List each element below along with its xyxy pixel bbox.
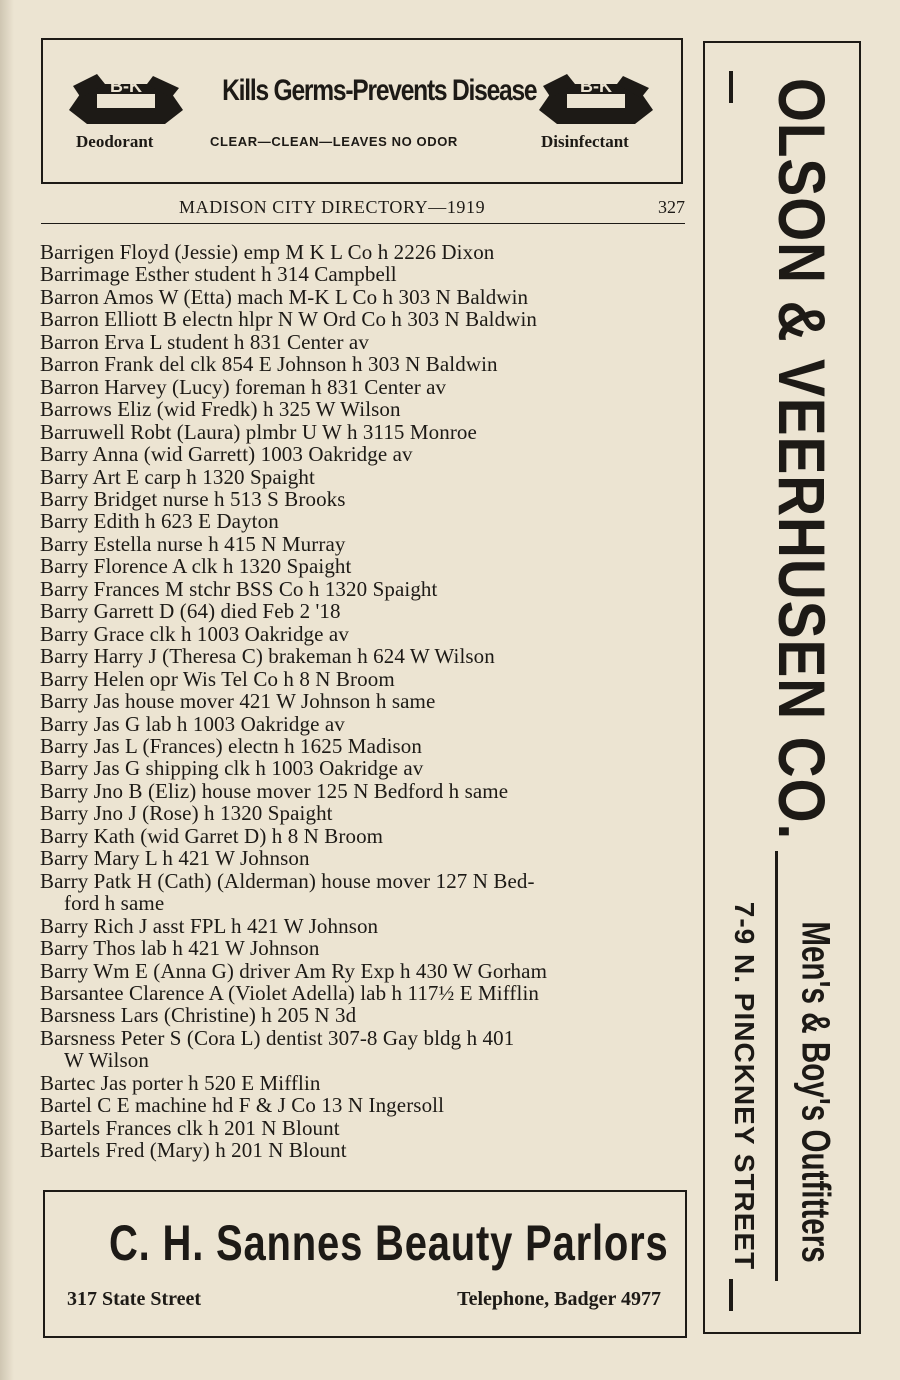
directory-entry: Bartels Frances clk h 201 N Blount [40, 1115, 340, 1140]
directory-entry: Barry Estella nurse h 415 N Murray [40, 531, 346, 556]
side-divider [775, 851, 778, 1281]
side-company-name: OLSON & VEERHUSEN CO. [765, 77, 839, 841]
top-ad-center-caption: CLEAR—CLEAN—LEAVES NO ODOR [210, 134, 458, 149]
directory-entry: Barry Frances M stchr BSS Co h 1320 Spaight [40, 576, 438, 601]
directory-entry: Bartel C E machine hd F & J Co 13 N Ingersoll [40, 1093, 445, 1118]
directory-entry: Bartec Jas porter h 520 E Mifflin [40, 1070, 321, 1095]
directory-entry: Barry Jas house mover 421 W Johnson h same [40, 689, 436, 714]
directory-entry: Barry Jas G lab h 1003 Oakridge av [40, 711, 345, 736]
beauty-parlor-address: 317 State Street [67, 1288, 202, 1310]
directory-entry: Barrigen Floyd (Jessie) emp M K L Co h 2226 Dixon [40, 240, 495, 264]
bottom-advertisement [43, 1190, 687, 1338]
bk-logo-right [537, 70, 655, 126]
directory-entry: Barry Rich J asst FPL h 421 W Johnson [40, 913, 379, 938]
bk-logo-text: B-K [580, 76, 612, 96]
directory-entry: Barruwell Robt (Laura) plmbr U W h 3115 Monroe [40, 419, 477, 444]
side-rule-bottom [729, 1279, 733, 1311]
directory-entry: Barry Jas G shipping clk h 1003 Oakridge av [40, 756, 424, 781]
directory-entry: Barrimage Esther student h 314 Campbell [40, 262, 397, 287]
side-company-block [757, 69, 847, 849]
top-ad-right-caption: Disinfectant [541, 132, 629, 151]
side-tagline-block [785, 861, 845, 1323]
side-tagline: Men's & Boy's Outfitters [793, 921, 838, 1263]
directory-entry: Barry Jas L (Frances) electn h 1625 Madison [40, 733, 423, 758]
directory-entry: Barsness Peter S (Cora L) dentist 307-8 Gay bldg h 401 [40, 1025, 515, 1050]
directory-title: MADISON CITY DIRECTORY—1919 [179, 197, 486, 217]
directory-entry: Barry Grace clk h 1003 Oakridge av [40, 621, 349, 646]
directory-entry: Barry Kath (wid Garret D) h 8 N Broom [40, 823, 384, 848]
directory-entry: ford h same [64, 891, 165, 916]
directory-entry: W Wilson [64, 1048, 149, 1073]
directory-entry: Barry Edith h 623 E Dayton [40, 509, 279, 534]
directory-entry: Bartels Fred (Mary) h 201 N Blount [40, 1138, 347, 1163]
directory-entry: Barry Garrett D (64) died Feb 2 '18 [40, 599, 341, 624]
directory-entry: Barry Anna (wid Garrett) 1003 Oakridge av [40, 442, 413, 467]
directory-entry: Barry Florence A clk h 1320 Spaight [40, 554, 352, 579]
top-advertisement [41, 38, 683, 184]
page-binding [0, 0, 14, 1380]
directory-entry: Barrows Eliz (wid Fredk) h 325 W Wilson [40, 397, 401, 422]
side-advertisement [703, 41, 861, 1334]
directory-entry: Barry Jno B (Eliz) house mover 125 N Bedford h same [40, 778, 509, 803]
page-number: 327 [658, 197, 685, 217]
top-ad-headline: Kills Germs-Prevents Disease [222, 74, 537, 107]
directory-entry: Barry Art E carp h 1320 Spaight [40, 464, 315, 489]
directory-entry: Barry Jno J (Rose) h 1320 Spaight [40, 801, 333, 826]
bk-logo-text: B-K [110, 76, 142, 96]
directory-entry: Barron Elliott B electn hlpr N W Ord Co h 303 N Baldwin [40, 307, 537, 332]
directory-entry: Barry Patk H (Cath) (Alderman) house mover 127 N Bed- [40, 868, 535, 893]
directory-entry: Barry Mary L h 421 W Johnson [40, 846, 310, 871]
directory-entry: Barron Frank del clk 854 E Johnson h 303 N Baldwin [40, 352, 498, 377]
directory-listing [40, 241, 690, 1162]
side-address: 7-9 N. PINCKNEY STREET [729, 901, 760, 1271]
side-address-block [719, 861, 769, 1311]
beauty-parlor-phone: Telephone, Badger 4977 [457, 1288, 661, 1310]
directory-entry: Barsantee Clarence A (Violet Adella) lab h 117½ E Mifflin [40, 980, 539, 1005]
side-rule-top [729, 71, 733, 103]
directory-entry: Barry Harry J (Theresa C) brakeman h 624 W Wilson [40, 644, 495, 669]
directory-entry: Barry Thos lab h 421 W Johnson [40, 936, 320, 961]
directory-entry: Barry Wm E (Anna G) driver Am Ry Exp h 430 W Gorham [40, 958, 548, 983]
directory-entry: Barry Bridget nurse h 513 S Brooks [40, 486, 346, 511]
directory-entry: Barron Harvey (Lucy) foreman h 831 Center av [40, 374, 447, 399]
directory-entry: Barron Erva L student h 831 Center av [40, 329, 369, 354]
top-ad-left-caption: Deodorant [76, 132, 154, 151]
bk-logo-left [67, 70, 185, 126]
running-head [41, 197, 685, 224]
directory-entry: Barry Helen opr Wis Tel Co h 8 N Broom [40, 666, 395, 691]
beauty-parlor-name: C. H. Sannes Beauty Parlors [109, 1215, 669, 1271]
directory-entry: Barsness Lars (Christine) h 205 N 3d [40, 1003, 357, 1028]
directory-entry: Barron Amos W (Etta) mach M-K L Co h 303 N Baldwin [40, 284, 529, 309]
